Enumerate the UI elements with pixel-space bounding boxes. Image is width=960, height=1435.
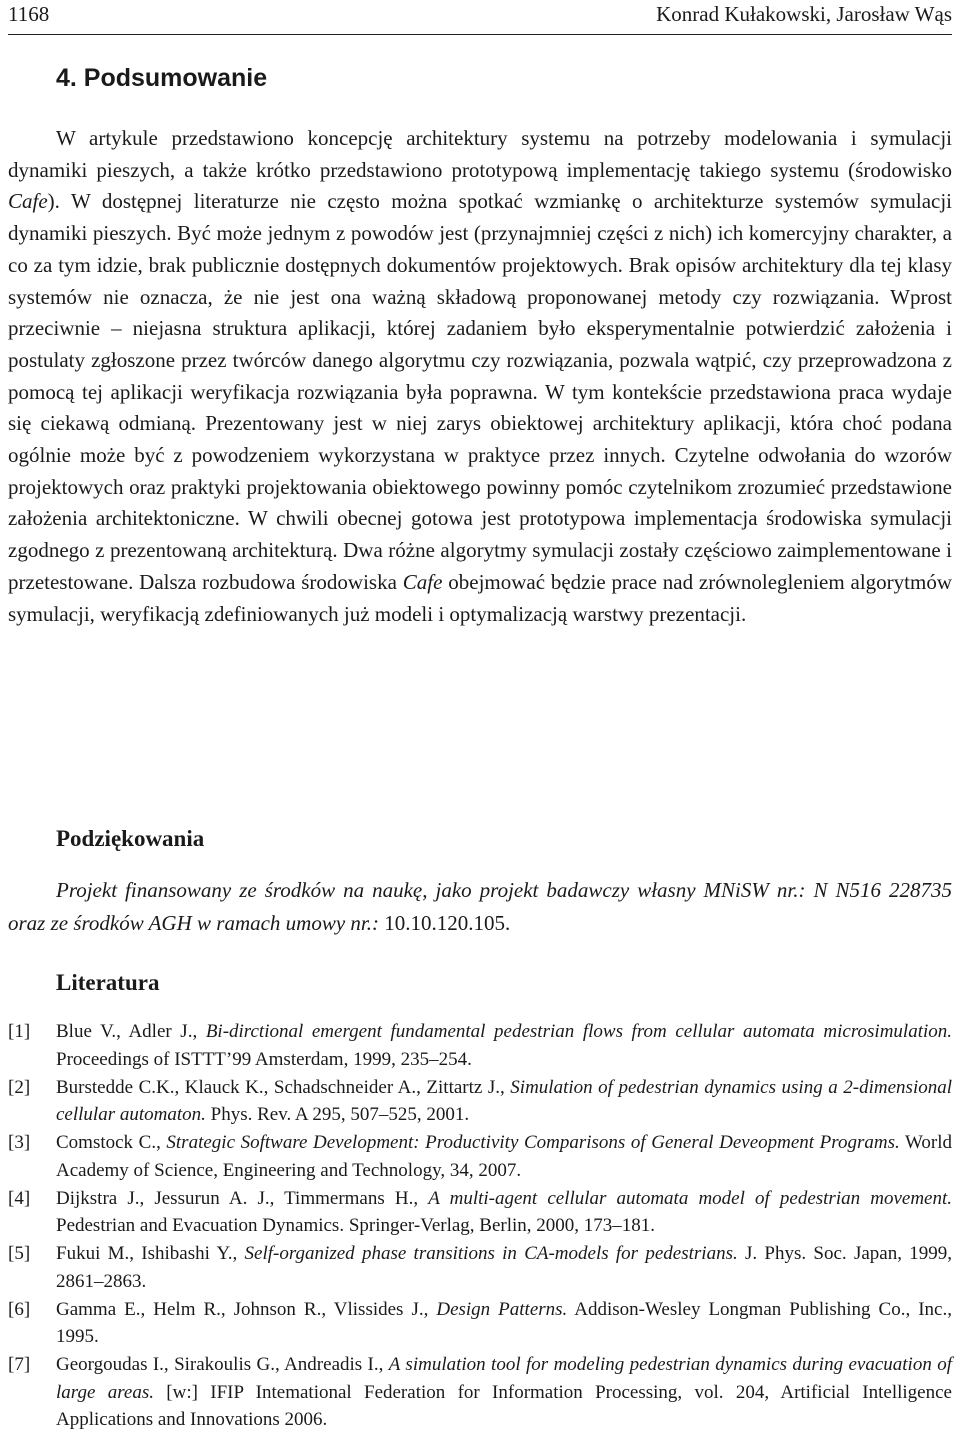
reference-number: [4] <box>8 1187 31 1209</box>
reference-source: Proceedings of ISTTT’99 Amsterdam, 1999, 235–254. <box>56 1048 472 1070</box>
reference-authors: Gamma E., Helm R., Johnson R., Vlissides J., <box>56 1298 437 1320</box>
reference-title: Simulation of pedestrian dynamics using a 2-dimensional cellular automaton. <box>56 1076 952 1125</box>
reference-authors: Dijkstra J., Jessurun A. J., Timmermans H., <box>56 1187 429 1209</box>
page-number: 1168 <box>8 2 50 26</box>
reference-number: [1] <box>8 1021 31 1042</box>
reference-item <box>8 1018 952 1073</box>
section-title: 4. Podsumowanie <box>56 64 268 92</box>
reference-title: Bi-dirctional emergent fundamental pedestrian flows from cellular automata microsimulation. <box>205 1021 953 1042</box>
reference-number: [3] <box>8 1132 31 1153</box>
literature-title: Literatura <box>56 970 160 995</box>
reference-source: Pedestrian and Evacuation Dynamics. Springer-Verlag, Berlin, 2000, 173–181. <box>56 1215 656 1236</box>
summary-text-1: W artykule przedstawiono koncepcję architektury systemu na potrzeby modelowania i symulacji dynamiki pieszych, a także krótko przedstawiono prototypową implementację takiego systemu (środowisko <box>8 126 952 182</box>
running-head-authors: Konrad Kułakowski, Jarosław Wąs <box>656 2 952 26</box>
cafe-name-2: Cafe <box>402 569 443 594</box>
reference-item <box>8 1074 952 1129</box>
reference-source: Addison-Wesley Longman Publishing Co., Inc., 1995. <box>56 1298 952 1347</box>
reference-number: [7] <box>8 1354 31 1375</box>
contract-number: 10.10.120.105. <box>384 911 511 935</box>
reference-authors: Georgoudas I., Sirakoulis G., Andreadis I., <box>56 1354 389 1375</box>
reference-title: Design Patterns. <box>436 1298 568 1320</box>
reference-item <box>8 1129 952 1184</box>
reference-number: [6] <box>8 1298 31 1320</box>
reference-authors: Blue V., Adler J., <box>56 1021 206 1042</box>
reference-title: Strategic Software Development: Productivity Comparisons of General Deveopment Programs. <box>166 1132 900 1153</box>
summary-text-3: obejmować będzie prace nad zrównolegleniem algorytmów symulacji, weryfikacją zdefiniowanych już modeli i optymalizacją warstwy prezentacji. <box>8 569 952 626</box>
reference-authors: Fukui M., Ishibashi Y., <box>56 1243 245 1264</box>
reference-item <box>8 1296 952 1351</box>
reference-item <box>8 1185 952 1240</box>
summary-text-2: ). W dostępnej literaturze nie często można spotkać wzmiankę o architekturze systemów symulacji dynamiki pieszych. Być może jednym z powodów jest (przynajmniej części z nich) ich komercyjny charakter, a co za tym idzie, brak publicznie dostępnych dokumentów projektowych. Brak opisów architektury dla tej klasy systemów nie oznacza, że nie jest ona ważną składową proponowanej metody czy rozwiązania. Wprost przeciwnie – niejasna struktura aplikacji, której zadaniem było eksperymentalnie potwierdzić założenia i postulaty zgłoszone przez twórców danego algorytmu czy rozwiązania, pozwala wątpić, czy przeprowadzona z pomocą tej aplikacji weryfikacja rozwiązania była poprawna. W tym kontekście przedstawiona praca wydaje się ciekawą odmianą. Prezentowany jest w niej zarys obiektowej architektury aplikacji, która choć podana ogólnie może być z powodzeniem wykorzystana w praktyce przez innych. Czytelne odwołania do wzorów projektowych oraz praktyki projektowania obiektowego powinny pomóc czytelnikom zrozumieć przedstawione założenia architektoniczne. W chwili obecnej gotowa jest prototypowa implementacja środowiska symulacji zgodnego z prezentowaną architekturą. Dwa różne algorytmy symulacji zostały częściowo zaimplementowane i przetestowane. Dalsza rozbudowa środowiska <box>8 189 952 594</box>
reference-authors: Comstock C., <box>56 1132 167 1153</box>
page-header <box>8 0 952 35</box>
reference-source: World Academy of Science, Engineering and Technology, 34, 2007. <box>56 1132 952 1181</box>
reference-title: Self-organized phase transitions in CA-models for pedestrians. <box>244 1243 738 1264</box>
acknowledgements-title: Podziękowania <box>56 826 205 851</box>
acknowledgements-paragraph <box>8 874 952 940</box>
reference-authors: Burstedde C.K., Klauck K., Schadschneider A., Zittartz J., <box>56 1076 511 1098</box>
summary-paragraph <box>8 123 952 630</box>
reference-title: A simulation tool for modeling pedestrian dynamics during evacuation of large areas. <box>56 1354 953 1403</box>
reference-number: [2] <box>8 1076 31 1098</box>
reference-item <box>8 1351 952 1434</box>
reference-source: J. Phys. Soc. Japan, 1999, 2861–2863. <box>56 1243 952 1292</box>
acknowledgements-text: Projekt finansowany ze środków na naukę, jako projekt badawczy własny MNiSW nr.: N N516 228735 oraz ze środków AGH w ramach umowy nr.: <box>8 878 952 935</box>
reference-source: Phys. Rev. A 295, 507–525, 2001. <box>205 1104 470 1125</box>
cafe-name-1: Cafe <box>8 189 48 214</box>
reference-title: A multi-agent cellular automata model of pedestrian movement. <box>428 1187 952 1209</box>
reference-source: [w:] IFIP Intemational Federation for Information Processing, vol. 204, Artificial Intelligence Applications and Innovations 2006. <box>56 1381 952 1430</box>
reference-item <box>8 1240 952 1295</box>
reference-number: [5] <box>8 1243 31 1264</box>
reference-list <box>8 1018 952 1434</box>
